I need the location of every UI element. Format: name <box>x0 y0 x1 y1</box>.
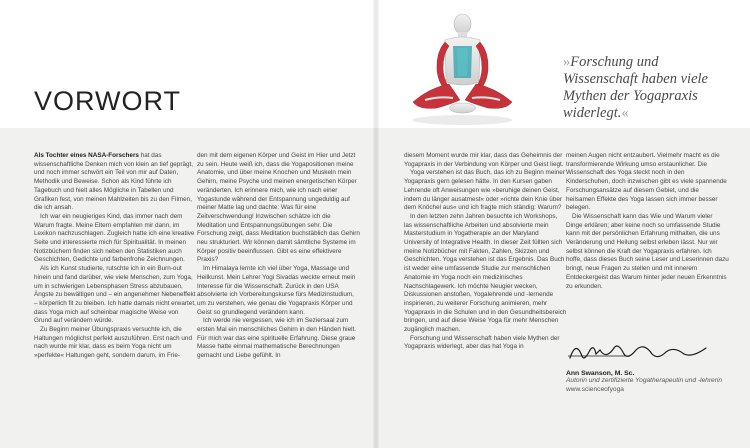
paragraph: meinen Augen nicht entzaubert. Vielmehr macht es die transformierende Wirkung umso erstaunlicher. Die Wissenschaft des Yoga steckt noch in den Kinderschuhen, doch inzwischen gibt es viele spannende Forschungsansätze auf diesem Gebiet, und die heilsamen Effekte des Yoga lassen sich immer besser belegen. <box>566 152 727 212</box>
paragraph: Als Tochter eines NASA-Forschers hat das wissenschaftliche Denken mich von klein an tief geprägt, und noch immer schwört ein Teil von mir auf Daten, Methodik und Beweise. Schon als Kind führte ich Tagebuch und hielt alles Mögliche in Tabellen und Grafiken fest, von meinen Mahlzeiten bis zu den Filmen, die ich ansah. <box>34 152 194 212</box>
handwritten-signature <box>566 336 716 366</box>
figure-head <box>454 14 471 34</box>
author-signature-block <box>566 336 736 394</box>
pull-quote <box>563 54 733 122</box>
paragraph: Yoga verstehen ist das Buch, das ich zu Beginn meiner Yogapraxis gern gelesen hätte. In den Kursen gaben Lehrende oft Anweisungen wie »beruhige deinen Geist, indem du länger ausatmest« oder »richte dein Knie über dem Knöchel aus« und ich fragte mich ständig: Warum? <box>404 169 565 212</box>
author-website: www.scienceofyoga <box>566 385 624 393</box>
text-column-3 <box>404 152 567 352</box>
quote-text: Forschung und Wissenschaft haben viele Mythen der Yogapraxis widerlegt. <box>563 54 708 121</box>
paragraph: Forschung und Wissenschaft haben viele Mythen der Yogapraxis widerlegt, aber das hat Yoga in <box>404 334 560 351</box>
paragraph: Zu Beginn meiner Übungspraxis versuchte ich, die Haltungen möglichst perfekt auszuführen. Erst nach und nach wurde mir klar, dass es beim Yoga nicht um »perfekte« Haltungen geht, sondern darum, im Frie- <box>34 326 192 360</box>
text-column-2 <box>197 152 360 361</box>
figure-shadow <box>413 115 513 125</box>
paragraph: Im Himalaya lernte ich viel über Yoga, Massage und Heilkunst. Mein Lehrer Yogi Sivadas weckte erneut mein Interesse für die Wissenschaft. Zurück in den USA absolvierte ich Vorbereitungskurse fürs Medizinstudium, um zu verstehen, wie genau die Yogapraxis Körper und Geist so grundlegend verändern kann. <box>197 265 356 316</box>
paragraph: Ich werde nie vergessen, wie ich im Seziersaal zum ersten Mal ein menschliches Gehirn in den Händen hielt. Für mich war das eine spirituelle Erfahrung. Diese graue Masse hatte einmal mathematische Berechnungen gemacht und Liebe gefühlt. In <box>197 317 357 360</box>
paragraph-lead: Als Tochter eines NASA-Forschers <box>34 152 139 159</box>
author-name: Ann Swanson, M. Sc. <box>566 370 635 377</box>
page-title: VORWORT <box>34 86 182 116</box>
paragraph: den mit dem eigenen Körper und Geist im Hier und Jetzt zu sein. Heute weiß ich, dass die Yogapositionen meine Anatomie, und über meine Knochen und Muskeln mein Gehirn, meine Psyche und meinen energetischen Körper veränderten. Ich erinnere mich, wie ich nach einer Yogastunde während der Entspannung ungeduldig auf meiner Matte lag und dachte: Was für eine Zeitverschwendung! Inzwischen schätze ich die Meditation und Entspannungsübungen sehr. Die Forschung zeigt, dass Meditation buchstäblich das Gehirn neu strukturiert. Wir können damit sämtliche Systeme im Körper positiv beeinflussen. Gibt es eine effektivere Praxis? <box>197 152 360 264</box>
quote-open-mark: » <box>563 54 571 70</box>
paragraph: Ich war ein neugieriges Kind, das immer nach dem Warum fragte. Meine Eltern empfahlen mir dann, im Lexikon nachzuschlagen. Zugleich hatte ich eine kreative Seite und interessierte mich für Spiritualität. In meinen Notizbüchern finden sich neben den Statistiken auch Geschichten, Gedichte und farbenfrohe Zeichnungen. <box>34 212 195 264</box>
paragraph: In den letzten zehn Jahren besuchte ich Workshops, las wissenschaftliche Arbeiten und absolvierte mein Masterstudium in Yogatherapie an der Maryland University of Integrative Health. In dieser Zeit füllten sich meine Notizbücher mit Fakten, Zahlen, Skizzen und Geschichten. Yoga verstehen ist das Ergebnis. Das Buch ist weder eine umfassende Studie zur menschlichen Anatomie im Yoga noch ein medizinisches Nachschlagewerk. Ich möchte Neugier wecken, Diskussionen anstoßen, Yogalehrende und -lernende inspirieren, zu weiterer Forschung animieren, mehr Yogapraxis in die Schulen und in den Gesundheitsbereich bringen, und auf diese Weise Yoga für mehr Menschen zugänglich machen. <box>404 212 567 334</box>
paragraph: Die Wissenschaft kann das Wie und Warum vieler Dinge erklären; aber keine noch so umfassende Studie kann mit der persönlichen Erfahrung mithalten, die uns Veränderung und Heilung selbst erleben lässt. Nur wir selbst können die Kraft der Yogapraxis erfahren. Ich hoffe, dass dieses Buch seine Leser und Leserinnen dazu bringt, neue Fragen zu stellen und mit innerem Entdeckergeist das Warum hinter jeder neuen Erkenntnis zu erkunden. <box>566 212 729 290</box>
book-gutter <box>373 0 379 448</box>
quote-close-mark: « <box>621 105 629 121</box>
author-role: Autorin und zertifizierte Yogatherapeutin und -lehrerin <box>566 377 723 384</box>
text-column-1 <box>34 152 197 361</box>
paragraph: diesem Moment wurde mir klar, dass das Geheimnis der Yogapraxis in der Verbindung von Körper und Geist liegt. <box>404 152 564 168</box>
anatomy-figure-illustration <box>405 12 520 128</box>
figure-feet <box>450 103 476 113</box>
text-column-4 <box>566 152 729 291</box>
paragraph: Als ich Kunst studierte, rutschte ich in ein Burn-out hinein und fand darüber, wie viele Menschen, zum Yoga, um in schwierigen Lebensphasen Stress abzubauen, Ängste zu bewältigen und – ein angenehmer Nebeneffekt – körperlich fit zu bleiben. Ich hatte damals nicht erwartet, dass Yoga mich auf scheinbar magische Weise von Grund auf verändern würde. <box>34 265 196 325</box>
